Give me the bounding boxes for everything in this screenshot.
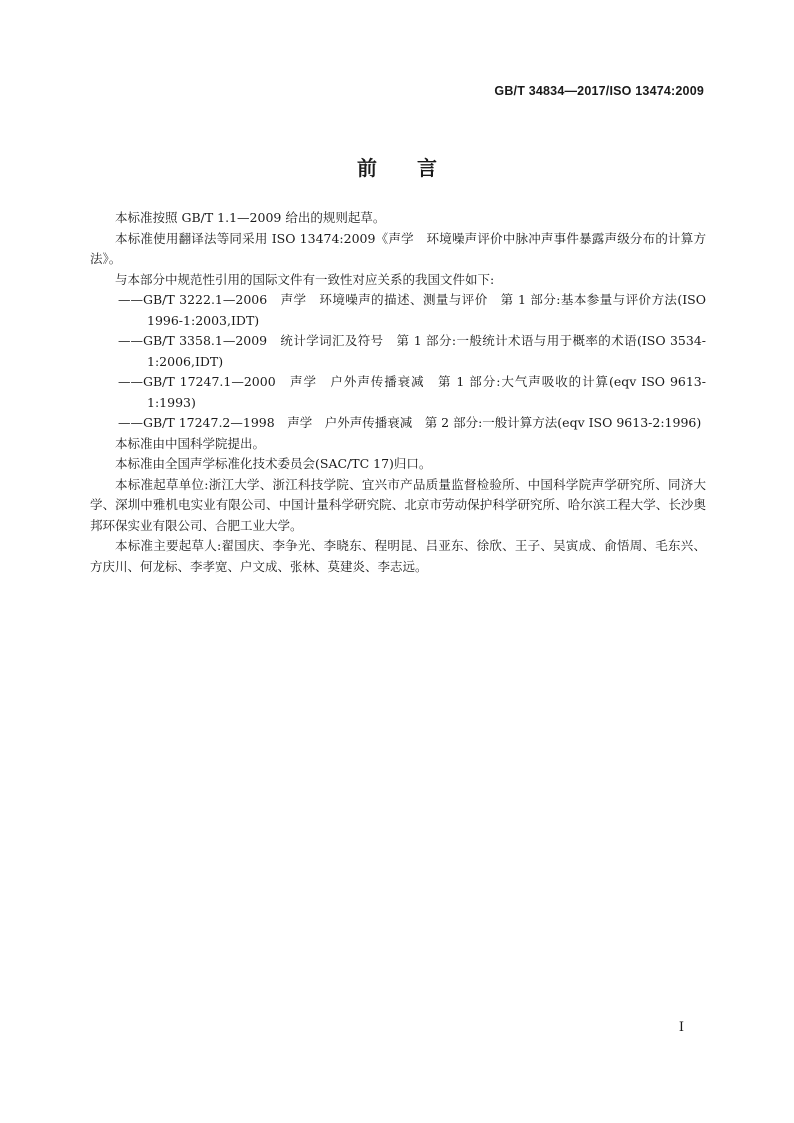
foreword-content — [90, 208, 706, 577]
proposer-paragraph: 本标准由中国科学院提出。 — [115, 435, 266, 451]
adoption-paragraph: 本标准使用翻译法等同采用 ISO 13474:2009《声学 环境噪声评价中脉冲声事件暴露声级分布的计算方法》。 — [90, 230, 706, 266]
committee-paragraph: 本标准由全国声学标准化技术委员会(SAC/TC 17)归口。 — [115, 456, 432, 471]
standard-code-header: GB/T 34834—2017/ISO 13474:2009 — [494, 84, 704, 98]
correspondence-intro-paragraph: 与本部分中规范性引用的国际文件有一致性对应关系的我国文件如下: — [115, 271, 495, 287]
reference-item: ——GB/T 17247.1—2000 声学 户外声传播衰减 第 1 部分:大气声吸收的计算(eqv ISO 9613-1:1993) — [118, 374, 706, 410]
reference-item: ——GB/T 3222.1—2006 声学 环境噪声的描述、测量与评价 第 1 部分:基本参量与评价方法(ISO 1996-1:2003,IDT) — [118, 292, 706, 328]
drafters-paragraph: 本标准主要起草人:翟国庆、李争光、李晓东、程明昆、吕亚东、徐欣、王子、吴寅成、俞悟周、毛东兴、方庆川、何龙标、李孝宽、户文成、张林、莫建炎、李志远。 — [90, 538, 706, 574]
reference-item: ——GB/T 17247.2—1998 声学 户外声传播衰减 第 2 部分:一般计算方法(eqv ISO 9613-2:1996) — [118, 415, 702, 430]
reference-item: ——GB/T 3358.1—2009 统计学词汇及符号 第 1 部分:一般统计术语与用于概率的术语(ISO 3534-1:2006,IDT) — [118, 333, 706, 369]
drafting-units-paragraph: 本标准起草单位:浙江大学、浙江科技学院、宜兴市产品质量监督检验所、中国科学院声学研究所、同济大学、深圳中雅机电实业有限公司、中国计量科学研究院、北京市劳动保护科学研究所、哈尔滨工程大学、长沙奥邦环保实业有限公司、合肥工业大学。 — [90, 476, 706, 533]
drafting-rules-paragraph: 本标准按照 GB/T 1.1—2009 给出的规则起草。 — [115, 210, 386, 225]
page-number: I — [678, 1020, 684, 1035]
page-title: 前言 — [357, 156, 477, 180]
